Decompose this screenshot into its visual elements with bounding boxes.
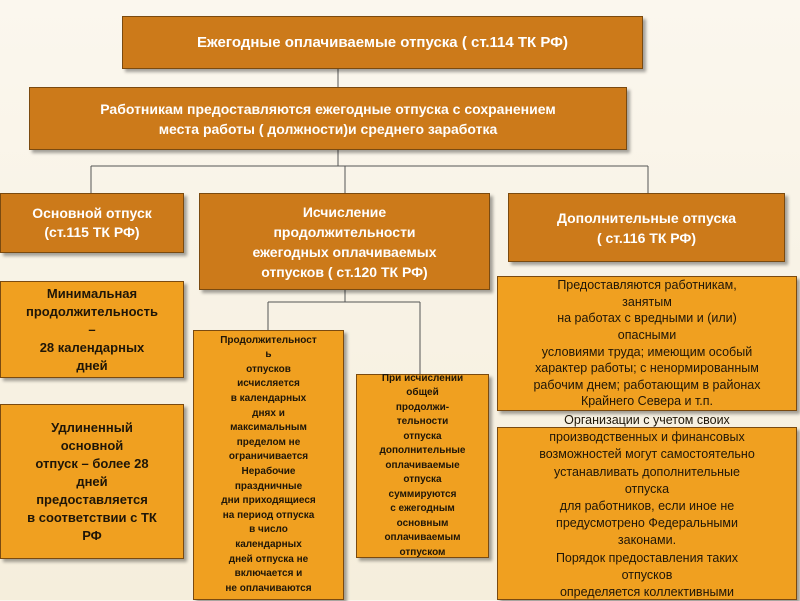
- summation-box: [356, 374, 489, 558]
- harmful-conditions-box: [497, 276, 797, 411]
- calculation-box: [199, 193, 490, 290]
- calendar-days-text: Продолжительност ь отпусков исчисляется в календарных днях и максимальным пределом не ограничивается Нерабочие праздничные дни приходящиеся на период отпуска в число календарных дней отпуска не включается и не оплачиваются: [220, 334, 317, 594]
- minimum-duration-text: Минимальная продолжительность – 28 календарных дней: [26, 285, 158, 373]
- extended-leave-text: Удлиненный основной отпуск – более 28 дней предоставляется в соответствии с ТК РФ: [27, 419, 157, 543]
- additional-leave-text: Дополнительные отпуска ( ст.116 ТК РФ): [556, 209, 737, 246]
- summation-text: При исчислении общей продолжи- тельности отпуска дополнительные оплачиваемые отпуска суммируются с ежегодным основным оплачиваемым отпуском: [379, 372, 466, 558]
- calendar-days-box: [193, 330, 344, 600]
- employer-additional-box: [497, 413, 797, 600]
- calculation-text: Исчисление продолжительности ежегодных оплачиваемых отпусков ( ст.120 ТК РФ): [252, 203, 437, 280]
- title-text: Ежегодные оплачиваемые отпуска ( ст.114 ТК РФ): [197, 34, 568, 51]
- basic-leave-box: [0, 193, 184, 253]
- additional-leave-box: [508, 193, 785, 262]
- title-box: [122, 16, 643, 69]
- employer-additional-text: Организации с учетом своих производственных и финансовых возможностей могут самостоятельно устанавливать дополнительные отпуска для работников, если иное не предусмотрено Федеральными законами. Порядок предоставления таких отпусков определяется коллективными: [539, 413, 755, 600]
- harmful-conditions-text: Предоставляются работникам, занятым на работах с вредными и (или) опасными условиями труда; имеющим особый характер работы; с ненормированным рабочим днем; работающим в районах Крайнего Севера и т.п.: [533, 278, 761, 409]
- subtitle-box: [29, 87, 627, 150]
- subtitle-text: Работникам предоставляются ежегодные отпуска с сохранением места работы ( должности)и среднего заработка: [100, 100, 556, 137]
- basic-leave-text: Основной отпуск (ст.115 ТК РФ): [32, 205, 152, 240]
- extended-leave-box: [0, 404, 184, 559]
- minimum-duration-box: [0, 281, 184, 378]
